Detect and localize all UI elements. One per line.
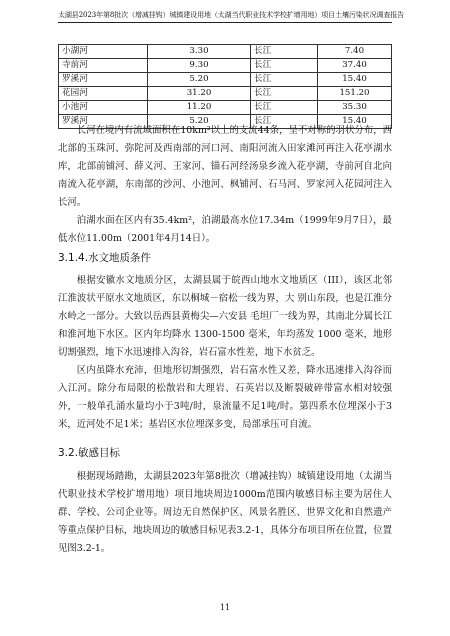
river-name-cell: 小湖河 (59, 45, 148, 59)
river-length-cell: 5.20 (148, 115, 251, 129)
paragraph-groundwater: 区内虽降水充沛，但地形切割强烈，岩石富水性又差，降水迅速排入沟谷而入江河。除分布局限的松散岩和大理岩、石英岩以及断裂破碎带富水相对较强外，一般单孔涌水量均小于3吨/时，泉流量不足1吨/时。第四系水位埋深小于3米，近河处不足1米；基岩区水位埋深多变，局部承压可自流。 (58, 365, 392, 430)
river-name-cell: 小池河 (59, 101, 148, 115)
header-rule (58, 22, 392, 23)
table-row (59, 59, 392, 73)
river-length-cell: 11.20 (148, 101, 251, 115)
river-outflow-cell: 长江 (251, 87, 318, 101)
river-outflow-cell: 长江 (251, 115, 318, 129)
river-area-cell: 7.40 (318, 45, 392, 59)
river-length-cell: 9.30 (148, 59, 251, 73)
river-name-cell: 花园河 (59, 87, 148, 101)
river-area-cell: 37.40 (318, 59, 392, 73)
table-row (59, 73, 392, 87)
river-name-cell: 罗溪河 (59, 73, 148, 87)
river-outflow-cell: 长江 (251, 45, 318, 59)
table-row (59, 45, 392, 59)
paragraph-lake-level: 泊湖水面在区内有35.4km²，泊湖最高水位17.34m（1999年9月7日），最低水位11.00m（2001年4月14日）。 (58, 215, 392, 244)
river-area-cell: 151.20 (318, 87, 392, 101)
section-heading-sensitive-targets: 3.2.敏感目标 (58, 447, 121, 459)
paragraph-tributaries: 长河在境内有流域面积在10km²以上的支流44条，呈不对称的羽状分布，西北部的玉珠河、弥陀河及西南部的河口河、南阳河流入田家滩河再注入花亭湖水库，北部前铺河、薛义河、王家河、锚石河经汤泉乡流入花亭湖，寺前河自北向南流入花亭湖，东南部的沙河、小池河、枫铺河、石马河、罗家河入花园河注入长河。 (58, 125, 392, 208)
paragraph-sensitive-targets: 根据现场踏勘，太湖县2023年第8批次（增减挂钩）城镇建设用地（太湖当代职业技术学校扩增用地）项目地块周边1000m范围内敏感目标主要为居住人群、学校、公司企业等。周边无自然保护区、风景名胜区、世界文化和自然遗产等重点保护目标，地块周边的敏感目标见表3.2-1，具体分布项目所在位置，位置见图3.2-1。 (58, 471, 392, 554)
river-outflow-cell: 长江 (251, 73, 318, 87)
river-name-cell: 罗溪河 (59, 115, 148, 129)
river-length-cell: 5.20 (148, 73, 251, 87)
river-name-cell: 寺前河 (59, 59, 148, 73)
river-outflow-cell: 长江 (251, 101, 318, 115)
river-area-cell: 15.40 (318, 115, 392, 129)
river-length-cell: 3.30 (148, 45, 251, 59)
paragraph-hydrogeology-zone: 根据安徽水文地质分区，太湖县属于皖西山地水文地质区（III），该区北邻江淮波状平原水文地质区，东以桐城－宿松一线为界，大 别山东段，也是江淮分水岭之一部分。大致以岳西县黄梅尖—六安县 毛坦厂一线为界，其南北分属长江和淮河地下水区。区内年均降水 1300-1500 毫米，年均蒸发 1000 毫米，地形切割强烈，地下水迅速排入沟谷，岩石富水性差，地下水贫乏。 (58, 275, 392, 358)
river-length-cell: 31.20 (148, 87, 251, 101)
river-area-cell: 35.30 (318, 101, 392, 115)
page-header: 太湖县2023年第8批次（增减挂钩）城镇建设用地（太湖当代职业技术学校扩增用地）项目土壤污染状况调查报告 (58, 11, 405, 19)
river-table (58, 44, 392, 129)
river-outflow-cell: 长江 (251, 59, 318, 73)
page-number: 11 (219, 603, 231, 612)
river-area-cell: 15.40 (318, 73, 392, 87)
table-row (59, 101, 392, 115)
section-heading-hydrogeology: 3.1.4.水文地质条件 (58, 252, 152, 264)
table-row (59, 87, 392, 101)
